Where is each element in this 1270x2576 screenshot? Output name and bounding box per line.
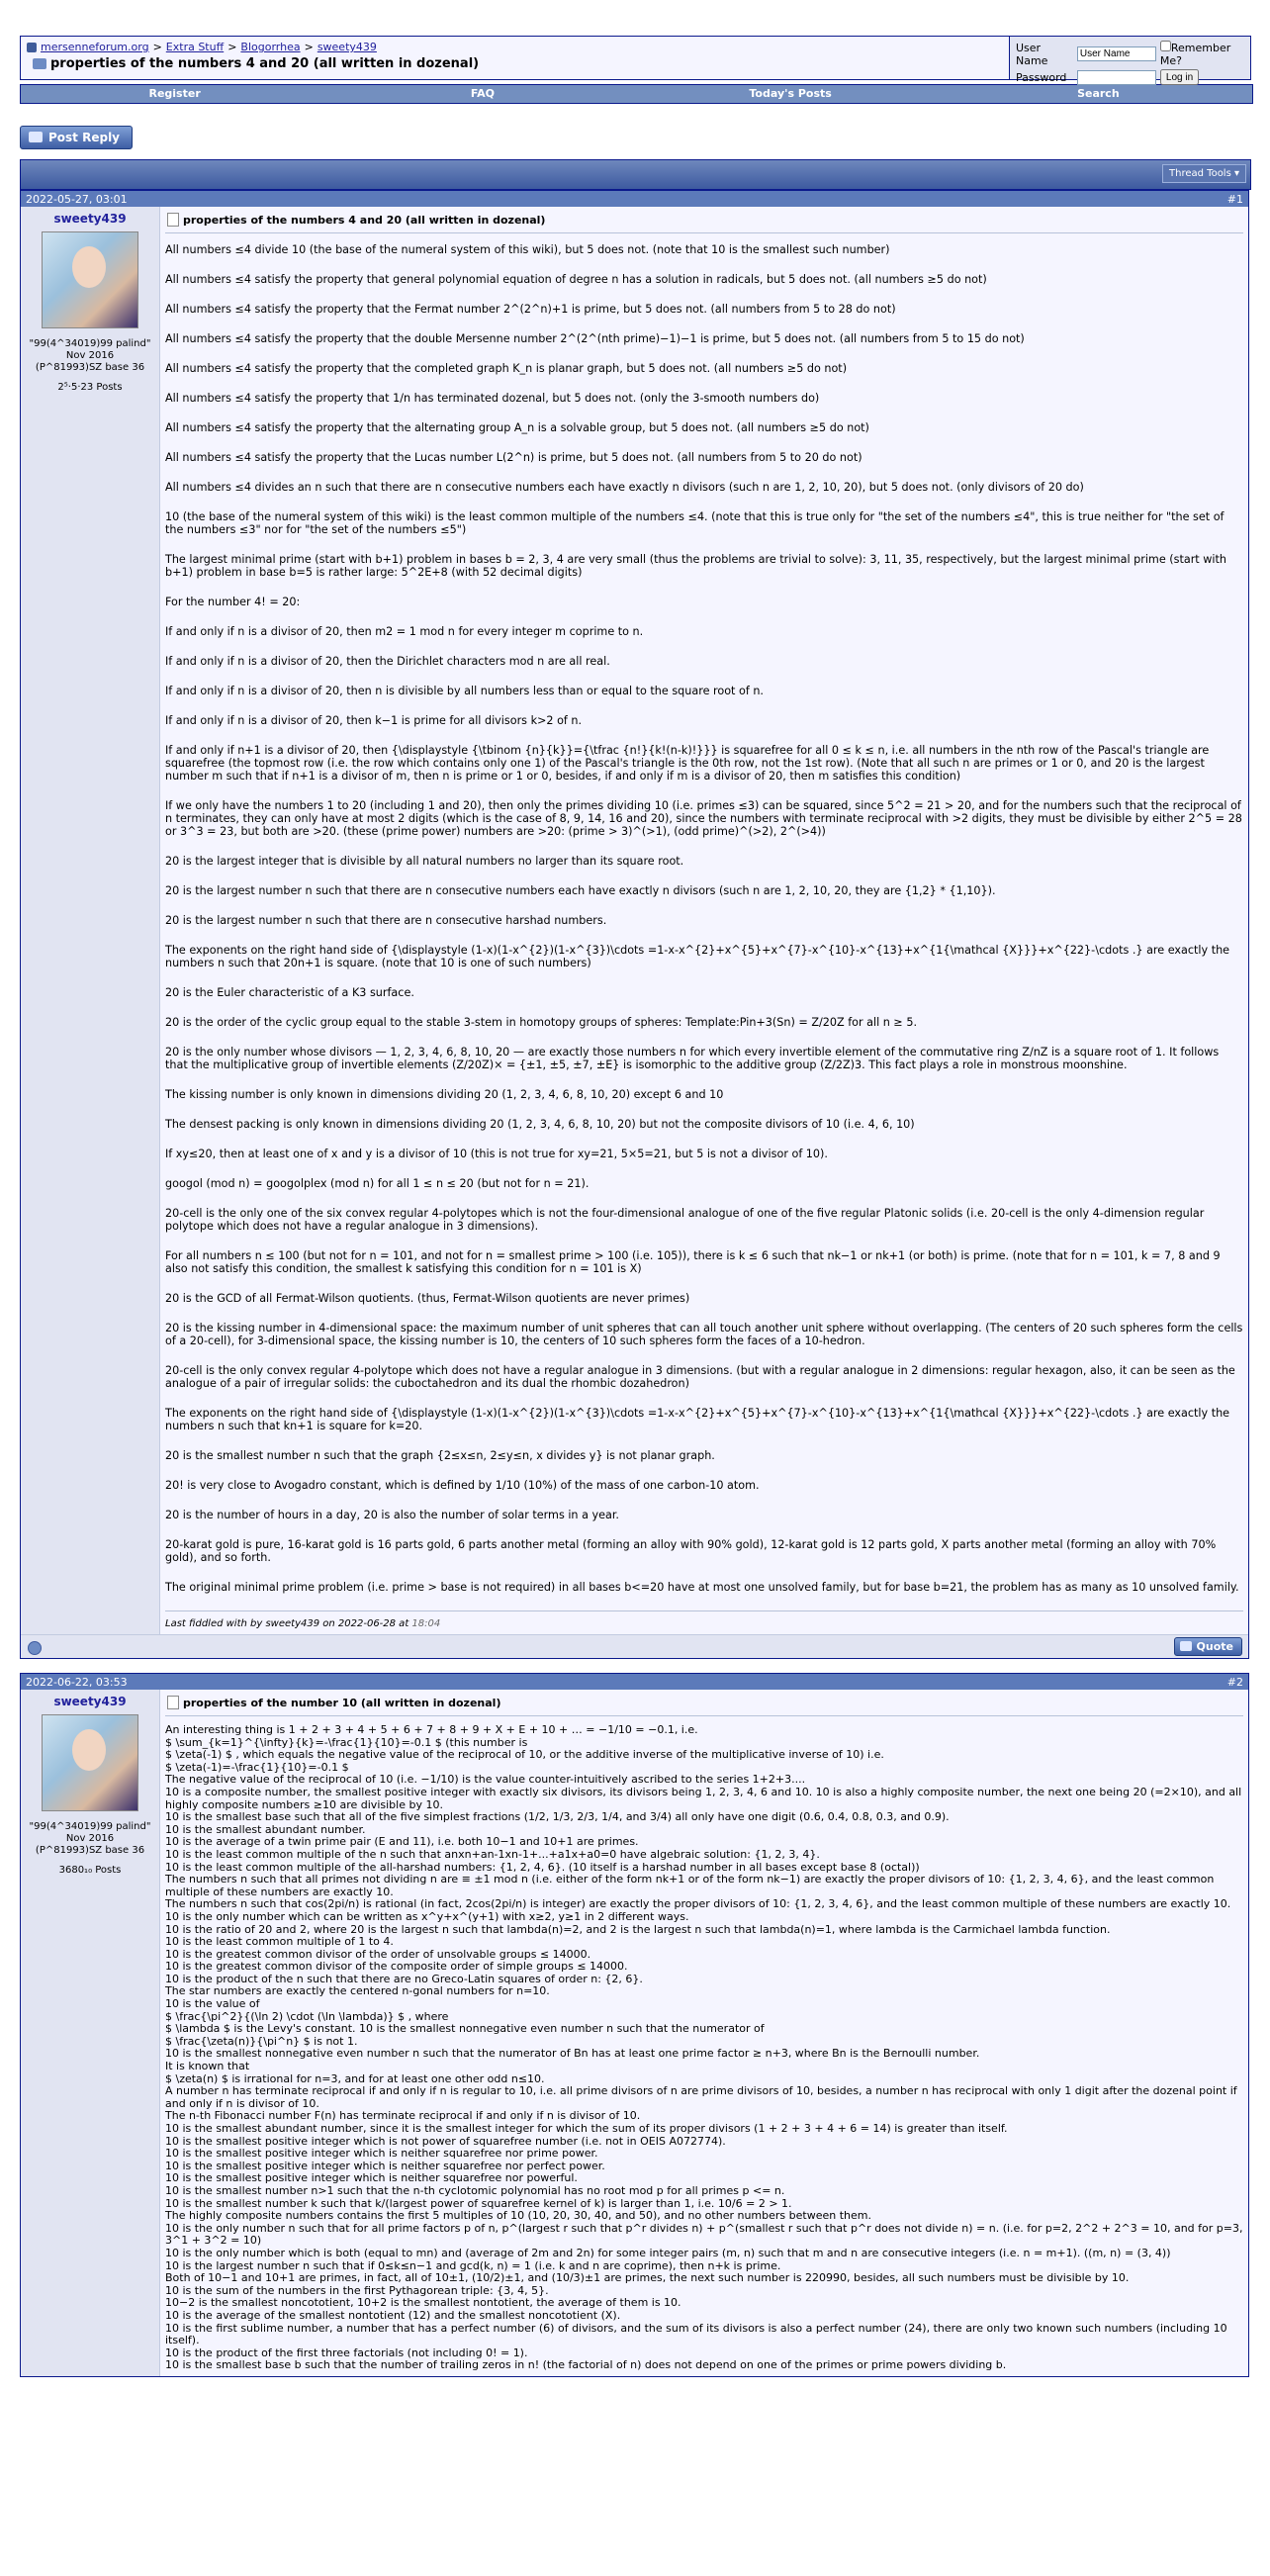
username-input[interactable] bbox=[1077, 46, 1156, 61]
post-paragraph: For the number 4! = 20: bbox=[165, 596, 301, 608]
post-paragraph: All numbers ≤4 satisfy the property that the double Mersenne number 2^(2^(nth prime)−1)−1 is prime, but 5 does not. (all numbers from 5 to 15 do not) bbox=[165, 332, 1025, 345]
post-paragraph: All numbers ≤4 satisfy the property that the Lucas number L(2^n) is prime, but 5 does not. (all numbers from 5 to 20 do not) bbox=[165, 451, 862, 464]
post-paragraph: All numbers ≤4 satisfy the property that the completed graph K_n is planar graph, but 5 does not. (all numbers ≥5 do not) bbox=[165, 362, 848, 375]
post-date: 2022-06-22, 03:53 bbox=[26, 1675, 128, 1689]
post-line: 10 is the average of the smallest nontotient (12) and the smallest noncototient (X). bbox=[165, 2308, 621, 2322]
post-paragraph: 20 is the largest number n such that there are n consecutive numbers each have exactly n divisors (such n are 1, 2, 10, 20, they are {1,2} * {1,10}). bbox=[165, 884, 996, 897]
post-line: Both of 10−1 and 10+1 are primes, in fact, all of 10±1, (10/2)±1, and (10/3)±1 are primes, the next such number is 220990, besides, all such numbers must be divisible by 10. bbox=[165, 2271, 1130, 2285]
thread-title: properties of the numbers 4 and 20 (all written in dozenal) bbox=[50, 56, 480, 71]
post-paragraph: 20 is the GCD of all Fermat-Wilson quotients. (thus, Fermat-Wilson quotients are never primes) bbox=[165, 1292, 690, 1305]
post-line: The numbers n such that all primes not dividing n are ≡ ±1 mod n (i.e. either of the form nk+1 or of the form nk−1) are exactly the proper divisors of 10: {1, 2, 3, 4, 6}, and the least common multiple of these numbers are exactly 10. bbox=[165, 1873, 1215, 1898]
password-label: Password bbox=[1016, 70, 1067, 84]
post-line: $ \frac{\pi^2}{(\ln 2) \cdot (\ln \lambda)} $ , where bbox=[165, 2009, 449, 2023]
password-input[interactable] bbox=[1077, 70, 1156, 85]
breadcrumb-blogorrhea-link[interactable]: Blogorrhea bbox=[240, 41, 301, 53]
post-line: 10 is the smallest positive integer which is neither squarefree nor powerful. bbox=[165, 2171, 578, 2185]
navbar bbox=[20, 84, 1253, 104]
post-paragraph: All numbers ≤4 divide 10 (the base of the numeral system of this wiki), but 5 does not. (note that 10 is the smallest such number) bbox=[165, 243, 890, 256]
post-paragraph: All numbers ≤4 satisfy the property that general polynomial equation of degree n has a solution in radicals, but 5 does not. (all numbers ≥5 do not) bbox=[165, 273, 987, 286]
post-line: An interesting thing is 1 + 2 + 3 + 4 + 5 + 6 + 7 + 8 + 9 + X + E + 10 + … = −1/10 = −0.1, i.e. bbox=[165, 1723, 698, 1736]
post-count: 2⁵·5·23 Posts bbox=[57, 382, 123, 393]
post-line: 10 is the greatest common divisor of the order of unsolvable groups ≤ 14000. bbox=[165, 1947, 591, 1961]
thread-toolbar bbox=[20, 159, 1251, 190]
post-line: 10 is the only number which is both (equal to mn) and (average of 2m and 2n) for some integer pairs (m, n) such that m and n are consecutive integers (i.e. n = m+1). ((m, n) = (3, 4)) bbox=[165, 2246, 1171, 2259]
user-location: (P^81993)SZ base 36 bbox=[35, 362, 145, 373]
post-paragraph: If and only if n is a divisor of 20, then n is divisible by all numbers less than or equal to the square root of n. bbox=[165, 685, 764, 697]
post-line: 10 is a composite number, the smallest positive integer with exactly six divisors, its divisors being 1, 2, 3, 4, 6 and 10. 10 is also a highly composite number, the next one being 20 (=2×10), and all highly composite numbers ≥10 are divisible by 10. bbox=[165, 1785, 1242, 1811]
post-1 bbox=[20, 190, 1249, 1659]
thread-icon bbox=[33, 58, 46, 69]
forum-header bbox=[20, 36, 1251, 84]
post-paragraph: 20 is the order of the cyclic group equal to the stable 3-stem in homotopy groups of spheres: Template:Pin+3(Sn) = Z/20Z for all n ≥ 5. bbox=[165, 1016, 918, 1029]
post-number-link[interactable]: #1 bbox=[1226, 192, 1243, 206]
post-paragraph: 20 is the largest integer that is divisible by all natural numbers no larger than its square root. bbox=[165, 855, 684, 868]
post-line: $ \zeta(-1)=-\frac{1}{10}=-0.1 $ bbox=[165, 1760, 349, 1774]
post-line: The n-th Fibonacci number F(n) has terminate reciprocal if and only if n is divisor of 10. bbox=[165, 2109, 641, 2123]
post-line: 10 is the product of the first three factorials (not including 0! = 1). bbox=[165, 2346, 528, 2359]
post-line: A number n has terminate reciprocal if and only if n is regular to 10, i.e. all prime divisors of n are prime divisors of 10, besides, a number n has reciprocal with only 1 digit after the dozenal point if and only if n is divisor of 10. bbox=[165, 2084, 1237, 2110]
post-line: 10 is the smallest number k such that k/(largest power of squarefree kernel of k) is larger than 1, i.e. 10/6 = 2 > 1. bbox=[165, 2196, 792, 2210]
post-line: The highly composite numbers contains the first 5 multiples of 10 (10, 20, 30, 40, and 50), and no other numbers between them. bbox=[165, 2209, 871, 2223]
join-date: Nov 2016 bbox=[65, 1833, 115, 1844]
post-paragraph: The original minimal prime problem (i.e. prime > base is not required) in all bases b<=20 have at most one unsolved family, but for base b=21, the problem has as many as 10 unsolved family. bbox=[165, 1581, 1239, 1594]
breadcrumb-sweety439-link[interactable]: sweety439 bbox=[317, 41, 377, 53]
post-paragraph: 20 is the largest number n such that there are n consecutive harshad numbers. bbox=[165, 914, 607, 927]
post-paragraph: 10 (the base of the numeral system of this wiki) is the least common multiple of the numbers ≤4. (note that this is true only for "the set of the numbers ≤4", this is true neither for "the set of the numbers ≤3" nor for "the set of the numbers ≤5") bbox=[165, 510, 1225, 536]
post-line: 10 is the smallest positive integer which is neither squarefree nor perfect power. bbox=[165, 2159, 605, 2172]
post-line: It is known that bbox=[165, 2060, 250, 2073]
user-info bbox=[21, 207, 160, 1634]
post-line: 10 is the least common multiple of the all-harshad numbers: {1, 2, 4, 6}. (10 itself is a harshad number in all bases except base 8 (octal)) bbox=[165, 1860, 920, 1874]
post-line: The star numbers are exactly the centered n-gonal numbers for n=10. bbox=[165, 1984, 550, 1998]
post-line: 10 is the least common multiple of the n such that anxn+an-1xn-1+...+a1x+a0=0 have algebraic solution: {1, 2, 3, 4}. bbox=[165, 1847, 820, 1861]
nav-register[interactable]: Register bbox=[148, 87, 201, 100]
post-paragraph: 20 is the only number whose divisors — 1, 2, 3, 4, 6, 8, 10, 20 — are exactly those numbers n for which every invertible element of the commutative ring Z/nZ is a square root of 1. It follows that the multiplicative group of invertible elements (Z/20Z)× = {±1, ±5, ±7, ±E} is isomorphic to the additive group (Z/2Z)3. This fact plays a role in monstrous moonshine. bbox=[165, 1046, 1220, 1071]
post-line: 10−2 is the smallest noncototient, 10+2 is the smallest nontotient, the average of them is 10. bbox=[165, 2296, 681, 2310]
thread-tools-menu[interactable]: Thread Tools ▾ bbox=[1162, 164, 1246, 183]
post-paragraph: All numbers ≤4 divides an n such that there are n consecutive numbers each have exactly n divisors (such n are 1, 2, 10, 20), but 5 does not. (only divisors of 20 do) bbox=[165, 481, 1084, 494]
nav-search[interactable]: Search bbox=[1077, 87, 1120, 100]
remember-me-checkbox[interactable] bbox=[1160, 41, 1171, 51]
post-paragraph: All numbers ≤4 satisfy the property that 1/n has terminated dozenal, but 5 does not. (only the 3-smooth numbers do) bbox=[165, 392, 820, 405]
post-paragraph: The largest minimal prime (start with b+1) problem in bases b = 2, 3, 4 are very small (thus the problems are trivial to solve): 3, 11, 35, respectively, but the largest minimal prime (start with b+1) problem in base b=5 is rather large: 5^2E+8 (with 52 decimal digits) bbox=[165, 553, 1226, 579]
post-number-link[interactable]: #2 bbox=[1226, 1675, 1243, 1689]
post-line: 10 is the ratio of 20 and 2, where 20 is the largest n such that lambda(n)=2, and 2 is the largest n such that lambda(n)=1, where lambda is the Carmichael lambda function. bbox=[165, 1922, 1111, 1936]
post-header bbox=[21, 1674, 1248, 1690]
post-body bbox=[165, 1724, 1243, 2372]
post-paragraph: 20 is the Euler characteristic of a K3 surface. bbox=[165, 986, 414, 999]
post-line: The negative value of the reciprocal of 10 (i.e. −1/10) is the value counter-intuitively ascribed to the series 1+2+3.... bbox=[165, 1773, 806, 1787]
breadcrumb-sep: > bbox=[304, 41, 314, 53]
post-paragraph: If and only if n+1 is a divisor of 20, then {\displaystyle {\tbinom {n}{k}}={\tfrac {n!}{k!(n-k)!}}} is squarefree for all 0 ≤ k ≤ n, i.e. all numbers in the nth row of the Pascal's triangle are squarefree (the topmost row (i.e. the row which contains only one 1) of the Pascal's triangle is the 0th row, not the 1st row). (Note that all such n are primes or 1 or 0, and 20 is the largest number m such that if n+1 is a divisor of m, then n is prime or 1 or 0, besides, if and only if m is a divisor of 20, then m satisfies this condition) bbox=[165, 744, 1210, 782]
breadcrumb-sep: > bbox=[152, 41, 162, 53]
post-line: 10 is the smallest base such that all of the five simplest fractions (1/2, 1/3, 2/3, 1/4, and 3/4) all only have one digit (0.6, 0.4, 0.8, 0.3, and 0.9). bbox=[165, 1810, 950, 1824]
post-title: properties of the number 10 (all written in dozenal) bbox=[165, 1694, 1243, 1716]
post-reply-button[interactable]: Post Reply bbox=[20, 126, 133, 149]
post-paragraph: 20 is the number of hours in a day, 20 is also the number of solar terms in a year. bbox=[165, 1509, 619, 1521]
user-title: "99(4^34019)99 palind" bbox=[29, 1821, 151, 1832]
post-line: 10 is the smallest abundant number, since it is the smallest integer for which the sum of its proper divisors (1 + 2 + 3 + 4 + 6 = 14) is greater than itself. bbox=[165, 2122, 1008, 2135]
post-paragraph: 20-cell is the only one of the six convex regular 4-polytopes which is not the four-dimensional analogue of one of the five regular Platonic solids (i.e. 20-cell is the only 4-dimension regular polytope which does not have a regular analogue in 3 dimensions). bbox=[165, 1207, 1205, 1233]
post-line: $ \lambda $ is the Levy's constant. 10 is the smallest nonnegative even number n such that the numerator of bbox=[165, 2022, 765, 2036]
post-line: 10 is the largest number n such that if 0≤k≤n−1 and gcd(k, n) = 1 (i.e. k and n are coprime), then n+k is prime. bbox=[165, 2258, 781, 2272]
post-paragraph: The densest packing is only known in dimensions dividing 20 (1, 2, 3, 4, 6, 8, 10, 20) but not the composite divisors of 10 (i.e. 4, 6, 10) bbox=[165, 1118, 915, 1131]
post-paragraph: If and only if n is a divisor of 20, then the Dirichlet characters mod n are all real. bbox=[165, 655, 610, 668]
username-label: User Name bbox=[1016, 41, 1048, 67]
username-link[interactable]: sweety439 bbox=[53, 1695, 127, 1708]
post-paragraph: 20-karat gold is pure, 16-karat gold is 16 parts gold, 6 parts another metal (forming an alloy with 90% gold), 12-karat gold is 12 parts gold, X parts another metal (forming an alloy with 70% gold), and so forth. bbox=[165, 1538, 1217, 1564]
join-date: Nov 2016 bbox=[65, 350, 115, 361]
post-line: 10 is the product of the n such that there are no Greco-Latin squares of order n: {2, 6}. bbox=[165, 1972, 643, 1985]
post-paragraph: The exponents on the right hand side of {\displaystyle (1-x)(1-x^{2})(1-x^{3})\cdots =1-x-x^{2}+x^{5}+x^{7}-x^{10}-x^{13}+x^{1{\mathcal {X}}}+x^{22}-\cdots .} are exactly the numbers n such that 20n+1 is square. (note that 10 is one of such numbers) bbox=[165, 944, 1230, 969]
breadcrumb-extra-stuff-link[interactable]: Extra Stuff bbox=[165, 41, 225, 53]
nav-faq[interactable]: FAQ bbox=[470, 87, 495, 100]
post-line: 10 is the smallest base b such that the number of trailing zeros in n! (the factorial of n) does not depend on one of the primes or prime powers dividing b. bbox=[165, 2358, 1007, 2372]
last-edited-text: Last fiddled with by sweety439 on 2022-06-28 at bbox=[165, 1618, 412, 1629]
avatar bbox=[42, 231, 138, 328]
post-paragraph: If xy≤20, then at least one of x and y is a divisor of 10 (this is not true for xy=21, 5×5=21, but 5 is not a divisor of 10). bbox=[165, 1148, 828, 1160]
post-line: 10 is the smallest number n>1 such that the n-th cyclotomic polynomial has no root mod p for all primes p <= n. bbox=[165, 2183, 785, 2197]
post-line: $ \frac{\zeta(n)}{\pi^n} $ is not 1. bbox=[165, 2034, 358, 2048]
login-panel bbox=[1009, 37, 1250, 84]
post-content bbox=[160, 1690, 1248, 2376]
user-offline-icon bbox=[28, 1641, 42, 1655]
post-line: 10 is the smallest abundant number. bbox=[165, 1822, 366, 1836]
breadcrumb-sep: > bbox=[227, 41, 237, 53]
post-line: 10 is the only number n such that for all prime factors p of n, p^(largest r such that p^r divides n) + p^(smallest r such that p^r does not divide n) = n. (i.e. for p=2, 2^2 + 2^3 = 10, and for p=3, 3^1 + 3^2 = 10) bbox=[165, 2221, 1243, 2248]
post-paragraph: The exponents on the right hand side of {\displaystyle (1-x)(1-x^{2})(1-x^{3})\cdots =1-x-x^{2}+x^{5}+x^{7}-x^{10}-x^{13}+x^{1{\mathcal {X}}}+x^{22}-\cdots .} are exactly the numbers n such that kn+1 is square for k=20. bbox=[165, 1407, 1230, 1432]
username-link[interactable]: sweety439 bbox=[53, 212, 127, 226]
post-footer bbox=[21, 1634, 1248, 1658]
post-line: 10 is the value of bbox=[165, 1997, 260, 2011]
post-paragraph: If and only if n is a divisor of 20, then m2 = 1 mod n for every integer m coprime to n. bbox=[165, 625, 644, 638]
post-line: 10 is the smallest positive integer which is neither squarefree nor prime power. bbox=[165, 2147, 598, 2161]
last-edited-note bbox=[165, 1610, 1243, 1630]
post-paragraph: The kissing number is only known in dimensions dividing 20 (1, 2, 3, 4, 6, 8, 10, 20) except 6 and 10 bbox=[165, 1088, 724, 1101]
navbits-icon bbox=[27, 43, 37, 52]
post-paragraph: 20-cell is the only convex regular 4-polytope which does not have a regular analogue in 3 dimensions. (but with a regular analogue in 2 dimensions: regular hexagon, also, it can be seen as the analogue of a pair of irregular solids: the cuboctahedron and its dual the rhombic dozahedron) bbox=[165, 1364, 1235, 1390]
post-paragraph: For all numbers n ≤ 100 (but not for n = 101, and not for n = smallest prime > 100 (i.e. 105)), there is k ≤ 6 such that nk−1 or nk+1 (or both) is prime. (note that for n = 101, k = 7, 8 and 9 also not satisfy this condition, the smallest k satisfying this condition for n = 101 is X) bbox=[165, 1249, 1221, 1275]
post-date: 2022-05-27, 03:01 bbox=[26, 192, 128, 206]
post-line: $ \zeta(-1) $ , which equals the negative value of the reciprocal of 10, or the additive inverse of the multiplicative inverse of 10) i.e. bbox=[165, 1748, 884, 1762]
post-line: $ \zeta(n) $ is irrational for n=3, and for at least one other odd n≤10. bbox=[165, 2071, 545, 2085]
post-paragraph: If we only have the numbers 1 to 20 (including 1 and 20), then only the primes dividing 10 (i.e. primes ≤3) can be squared, since 5^2 = 21 > 20, and for the numbers such that the reciprocal of n terminates, they can only have at most 2 digits (which is the case of 8, 9, 14, 16 and 20), since the numbers with terminate reciprocal with >2 digits, they must be divisible by either 2^5 = 28 or 3^3 = 23, but both are >20. (these (prime power) numbers are >20: (prime > 3)^(>1), (odd prime)^(>2), 2^(>4)) bbox=[165, 799, 1242, 838]
remember-me-label: Remember Me? bbox=[1159, 42, 1231, 67]
user-location: (P^81993)SZ base 36 bbox=[35, 1845, 145, 1856]
post-line: 10 is the greatest common divisor of the composite order of simple groups ≤ 14000. bbox=[165, 1960, 628, 1974]
post-line: 10 is the sum of the numbers in the first Pythagorean triple: {3, 4, 5}. bbox=[165, 2283, 549, 2297]
post-paragraph: 20! is very close to Avogadro constant, which is defined by 1/10 (10%) of the mass of one carbon-10 atom. bbox=[165, 1479, 760, 1492]
post-2 bbox=[20, 1673, 1249, 2377]
user-title: "99(4^34019)99 palind" bbox=[29, 338, 151, 349]
post-paragraph: 20 is the smallest number n such that the graph {2≤x≤n, 2≤y≤n, x divides y} is not planar graph. bbox=[165, 1449, 715, 1462]
user-info bbox=[21, 1690, 160, 2376]
breadcrumb-site-link[interactable]: mersenneforum.org bbox=[41, 41, 149, 53]
post-line: 10 is the only number which can be written as x^y+x^(y+1) with x≥2, y≥1 in 2 different ways. bbox=[165, 1909, 689, 1923]
post-body bbox=[165, 243, 1243, 1594]
post-line: $ \sum_{k=1}^{\infty}{k}=-\frac{1}{10}=-0.1 $ (this number is bbox=[165, 1735, 528, 1749]
post-line: 10 is the least common multiple of 1 to 4. bbox=[165, 1935, 394, 1949]
post-paragraph: All numbers ≤4 satisfy the property that the Fermat number 2^(2^n)+1 is prime, but 5 does not. (all numbers from 5 to 28 do not) bbox=[165, 303, 896, 316]
avatar bbox=[42, 1714, 138, 1811]
post-line: 10 is the smallest nonnegative even number n such that the numerator of Bn has at least one prime factor ≥ n+3, where Bn is the Bernoulli number. bbox=[165, 2047, 980, 2061]
post-line: 10 is the average of a twin prime pair (E and 11), i.e. both 10−1 and 10+1 are primes. bbox=[165, 1835, 639, 1849]
post-content bbox=[160, 207, 1248, 1634]
breadcrumb bbox=[21, 37, 1009, 79]
last-edited-time: 18:04 bbox=[411, 1618, 441, 1629]
login-button[interactable]: Log in bbox=[1160, 69, 1199, 85]
post-line: The numbers n such that cos(2pi/n) is rational (in fact, 2cos(2pi/n) is integer) are exactly the proper divisors of 10: {1, 2, 3, 4, 6}, and the least common multiple of these numbers are exactly 10. bbox=[165, 1897, 1231, 1911]
post-line: 10 is the first sublime number, a number that has a perfect number (6) of divisors, and the sum of its divisors is also a perfect number (24), there are only two known such numbers (including 10 itself). bbox=[165, 2321, 1227, 2347]
quote-button[interactable]: Quote bbox=[1174, 1637, 1242, 1656]
post-paragraph: If and only if n is a divisor of 20, then k−1 is prime for all divisors k>2 of n. bbox=[165, 714, 583, 727]
nav-todays-posts[interactable]: Today's Posts bbox=[749, 87, 832, 100]
post-title: properties of the numbers 4 and 20 (all written in dozenal) bbox=[165, 211, 1243, 233]
post-paragraph: googol (mod n) = googolplex (mod n) for all 1 ≤ n ≤ 20 (but not for n = 21). bbox=[165, 1177, 590, 1190]
post-count: 3680₁₀ Posts bbox=[58, 1865, 122, 1876]
post-line: 10 is the smallest positive integer which is not power of squarefree number (i.e. not in OEIS A072774). bbox=[165, 2134, 726, 2148]
post-paragraph: All numbers ≤4 satisfy the property that the alternating group A_n is a solvable group, but 5 does not. (all numbers ≥5 do not) bbox=[165, 421, 869, 434]
post-header bbox=[21, 191, 1248, 207]
post-paragraph: 20 is the kissing number in 4-dimensional space: the maximum number of unit spheres that can all touch another unit sphere without overlapping. (The centers of 20 such spheres form the cells of a 20-cell), for 3-dimensional space, the kissing number is 10, the centers of 10 such spheres form the faces of a 10-hedron. bbox=[165, 1322, 1243, 1347]
